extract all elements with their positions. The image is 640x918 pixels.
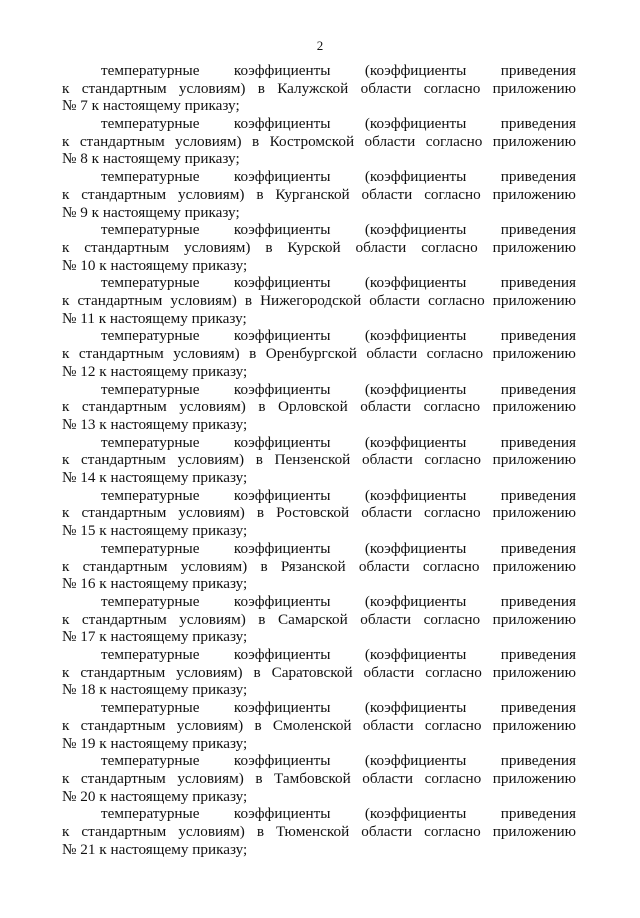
paragraph-line-1	[62, 327, 576, 345]
word: к	[62, 345, 70, 363]
word: стандартным	[81, 185, 167, 203]
word: приложению	[492, 79, 576, 97]
word: (коэффициенты	[364, 592, 467, 610]
word: (коэффициенты	[364, 115, 467, 133]
word: стандартным	[80, 716, 166, 734]
word: Орловской	[278, 398, 348, 416]
paragraph-line-1	[62, 381, 576, 399]
word: стандартным	[81, 823, 167, 840]
paragraph	[62, 646, 576, 699]
word: в	[257, 79, 265, 97]
word: (коэффициенты	[364, 327, 467, 345]
paragraph-line-1	[62, 62, 576, 80]
word: условиям)	[179, 398, 246, 416]
word: (коэффициенты	[364, 752, 467, 770]
word: приложению	[492, 132, 576, 150]
word: коэффициенты	[233, 115, 331, 133]
word: согласно	[425, 663, 482, 681]
word: к	[62, 557, 70, 575]
paragraph-line-3: № 16 к настоящему приказу;	[62, 575, 248, 593]
word: Смоленской	[272, 716, 352, 734]
word: приложению	[492, 345, 576, 363]
word: к	[62, 238, 70, 256]
paragraph	[62, 540, 576, 593]
paragraph-line-1	[62, 221, 576, 239]
word: (коэффициенты	[364, 433, 467, 451]
paragraph-line-2	[62, 664, 576, 682]
word: температурные	[101, 646, 200, 664]
word: в	[253, 663, 261, 681]
word: (коэффициенты	[364, 62, 467, 79]
word: температурные	[101, 699, 200, 717]
word: коэффициенты	[233, 486, 331, 504]
paragraph-line-3: № 20 к настоящему приказу;	[62, 787, 248, 805]
word: коэффициенты	[233, 62, 331, 79]
word: согласно	[426, 345, 484, 363]
word: коэффициенты	[233, 433, 331, 451]
paragraph-line-1	[62, 540, 576, 558]
word: условиям)	[177, 769, 244, 787]
word: стандартным	[84, 238, 170, 256]
word: согласно	[421, 238, 478, 256]
paragraph	[62, 699, 576, 752]
word: в	[258, 610, 266, 628]
paragraph-line-3: № 7 к настоящему приказу;	[62, 97, 240, 115]
word: области	[366, 345, 418, 363]
word: согласно	[424, 769, 482, 787]
word: температурные	[101, 433, 200, 451]
word: (коэффициенты	[364, 699, 467, 717]
word: Тамбовской	[274, 769, 351, 787]
paragraph-line-1	[62, 593, 576, 611]
paragraph-line-1	[62, 646, 576, 664]
word: (коэффициенты	[364, 380, 467, 398]
paragraph	[62, 805, 576, 858]
word: согласно	[422, 557, 480, 575]
word: к	[62, 769, 70, 787]
word: согласно	[423, 398, 481, 416]
word: коэффициенты	[233, 274, 331, 292]
word: температурные	[101, 274, 200, 292]
word: температурные	[101, 539, 200, 557]
paragraph-line-2	[62, 558, 576, 576]
word: температурные	[101, 62, 200, 79]
paragraph-line-2	[62, 451, 576, 469]
word: приложению	[492, 398, 576, 416]
word: к	[62, 185, 70, 203]
word: приведения	[500, 327, 576, 345]
word: стандартным	[82, 557, 168, 575]
word: к	[62, 610, 70, 628]
word: области	[364, 132, 416, 150]
document-body	[62, 62, 576, 858]
paragraph-line-3: № 21 к настоящему приказу;	[62, 840, 248, 858]
word: к	[62, 663, 70, 681]
word: Оренбургской	[265, 345, 357, 363]
word: приведения	[500, 486, 576, 504]
word: приложению	[492, 238, 576, 256]
word: Саратовской	[271, 663, 353, 681]
paragraph-line-2	[62, 292, 576, 310]
paragraph-line-3: № 11 к настоящему приказу;	[62, 309, 247, 327]
paragraph-line-3: № 19 к настоящему приказу;	[62, 734, 248, 752]
word: в	[256, 185, 264, 203]
word: стандартным	[78, 345, 164, 363]
word: коэффициенты	[233, 805, 331, 823]
paragraph	[62, 327, 576, 380]
word: согласно	[423, 610, 481, 628]
word: коэффициенты	[233, 539, 331, 557]
word: условиям)	[184, 238, 251, 256]
word: (коэффициенты	[364, 539, 467, 557]
paragraph-line-1	[62, 752, 576, 770]
word: в	[255, 451, 263, 469]
word: приведения	[500, 646, 576, 664]
word: согласно	[428, 292, 485, 310]
word: стандартным	[77, 292, 163, 310]
paragraph-line-3: № 8 к настоящему приказу;	[62, 150, 240, 168]
word: в	[256, 504, 265, 522]
word: к	[62, 716, 70, 734]
word: к	[62, 292, 70, 310]
paragraph-line-3: № 14 к настоящему приказу;	[62, 469, 248, 487]
word: приведения	[500, 752, 576, 770]
word: области	[360, 610, 412, 628]
paragraph	[62, 752, 576, 805]
word: коэффициенты	[233, 380, 331, 398]
word: приведения	[500, 592, 576, 610]
word: приложению	[492, 769, 576, 787]
word: температурные	[101, 752, 200, 770]
paragraph-line-2	[62, 504, 576, 522]
word: температурные	[101, 221, 200, 239]
word: приведения	[500, 699, 576, 717]
paragraph-line-3: № 18 к настоящему приказу;	[62, 681, 248, 699]
word: в	[249, 345, 257, 363]
page-number: 2	[316, 38, 324, 53]
paragraph-line-2	[62, 80, 576, 98]
word: в	[265, 238, 273, 256]
paragraph-line-2	[62, 823, 576, 841]
word: приложению	[492, 610, 576, 628]
word: условиям)	[177, 185, 245, 203]
paragraph-line-1	[62, 434, 576, 452]
word: согласно	[423, 79, 481, 97]
word: условиям)	[176, 716, 244, 734]
word: приложению	[492, 451, 576, 469]
word: приведения	[500, 805, 576, 823]
word: условиям)	[170, 292, 237, 310]
word: стандартным	[81, 610, 167, 628]
word: условиям)	[176, 663, 243, 681]
paragraph	[62, 62, 576, 115]
word: приведения	[500, 221, 576, 239]
word: (коэффициенты	[364, 805, 467, 823]
paragraph	[62, 221, 576, 274]
word: согласно	[424, 716, 482, 734]
word: приложению	[492, 557, 576, 575]
word: в	[244, 292, 253, 310]
word: Ростовской	[276, 504, 350, 522]
paragraph	[62, 434, 576, 487]
word: области	[360, 79, 412, 97]
word: к	[62, 132, 70, 150]
word: температурные	[101, 805, 200, 823]
word: Тюменской	[276, 823, 350, 840]
word: области	[361, 504, 412, 522]
word: области	[360, 398, 412, 416]
word: температурные	[101, 168, 200, 186]
word: приложению	[492, 663, 576, 681]
word: (коэффициенты	[364, 646, 467, 664]
paragraph	[62, 168, 576, 221]
word: приведения	[500, 62, 576, 79]
word: (коэффициенты	[364, 168, 467, 186]
word: коэффициенты	[233, 168, 331, 186]
word: согласно	[424, 504, 481, 522]
paragraph-line-2	[62, 398, 576, 416]
word: условиям)	[178, 504, 245, 522]
word: приведения	[500, 115, 576, 133]
paragraph-line-1	[62, 805, 576, 823]
word: Самарской	[277, 610, 348, 628]
paragraph-line-2	[62, 345, 576, 363]
word: температурные	[101, 380, 200, 398]
paragraph	[62, 115, 576, 168]
word: в	[258, 398, 266, 416]
word: согласно	[424, 185, 481, 203]
word: условиям)	[178, 823, 245, 840]
word: условиям)	[175, 132, 242, 150]
word: Курганской	[275, 185, 350, 203]
word: стандартным	[81, 451, 166, 469]
paragraph	[62, 274, 576, 327]
word: (коэффициенты	[364, 221, 467, 239]
word: к	[62, 823, 70, 840]
word: температурные	[101, 115, 200, 133]
word: согласно	[425, 132, 483, 150]
paragraph-line-2	[62, 186, 576, 204]
paragraph-line-2	[62, 717, 576, 735]
word: приложению	[492, 292, 576, 310]
word: в	[255, 769, 263, 787]
word: к	[62, 79, 70, 97]
word: области	[355, 238, 407, 256]
paragraph-line-2	[62, 611, 576, 629]
word: условиям)	[178, 79, 246, 97]
word: стандартным	[81, 504, 167, 522]
paragraph	[62, 593, 576, 646]
word: Пензенской	[274, 451, 351, 469]
word: области	[362, 769, 414, 787]
paragraph	[62, 487, 576, 540]
word: согласно	[424, 823, 481, 840]
word: коэффициенты	[233, 646, 331, 664]
word: условиям)	[173, 345, 240, 363]
word: температурные	[101, 327, 200, 345]
word: температурные	[101, 592, 200, 610]
word: Рязанской	[280, 557, 346, 575]
word: Калужской	[277, 79, 349, 97]
word: приведения	[500, 168, 576, 186]
word: условиям)	[177, 451, 245, 469]
paragraph-line-2	[62, 133, 576, 151]
word: Курской	[287, 238, 341, 256]
paragraph-line-3: № 10 к настоящему приказу;	[62, 256, 248, 274]
word: температурные	[101, 486, 200, 504]
word: области	[362, 716, 414, 734]
word: (коэффициенты	[364, 274, 467, 292]
word: приведения	[500, 380, 576, 398]
paragraph-line-2	[62, 239, 576, 257]
paragraph-line-3: № 9 к настоящему приказу;	[62, 203, 240, 221]
word: в	[254, 716, 262, 734]
word: области	[363, 663, 415, 681]
paragraph-line-3: № 15 к настоящему приказу;	[62, 522, 248, 540]
word: приведения	[500, 433, 576, 451]
word: к	[62, 398, 70, 416]
word: приложению	[492, 504, 576, 522]
word: приложению	[492, 185, 576, 203]
word: коэффициенты	[233, 592, 331, 610]
word: стандартным	[80, 663, 166, 681]
word: коэффициенты	[233, 752, 331, 770]
word: стандартным	[80, 769, 166, 787]
word: к	[62, 504, 70, 522]
word: в	[252, 132, 260, 150]
paragraph-line-1	[62, 168, 576, 186]
word: коэффициенты	[233, 327, 331, 345]
paragraph-line-1	[62, 699, 576, 717]
word: условиям)	[179, 610, 246, 628]
word: условиям)	[180, 557, 248, 575]
word: стандартным	[81, 398, 167, 416]
word: области	[361, 823, 413, 840]
word: приведения	[500, 539, 576, 557]
paragraph-line-2	[62, 770, 576, 788]
word: в	[256, 823, 264, 840]
word: приложению	[492, 716, 576, 734]
word: области	[369, 292, 421, 310]
word: приведения	[500, 274, 576, 292]
word: стандартным	[81, 79, 167, 97]
word: в	[260, 557, 268, 575]
paragraph-line-1	[62, 487, 576, 505]
paragraph-line-3: № 12 к настоящему приказу;	[62, 362, 248, 380]
paragraph-line-3: № 17 к настоящему приказу;	[62, 628, 248, 646]
word: к	[62, 451, 70, 469]
word: коэффициенты	[233, 699, 331, 717]
word: приложению	[492, 823, 576, 840]
word: области	[358, 557, 410, 575]
word: согласно	[424, 451, 481, 469]
word: стандартным	[79, 132, 165, 150]
word: Нижегородской	[260, 292, 362, 310]
word: Костромской	[269, 132, 355, 150]
paragraph-line-1	[62, 115, 576, 133]
word: (коэффициенты	[364, 486, 467, 504]
word: области	[361, 185, 413, 203]
paragraph-line-1	[62, 274, 576, 292]
word: коэффициенты	[233, 221, 331, 239]
paragraph	[62, 381, 576, 434]
word: области	[361, 451, 413, 469]
paragraph-line-3: № 13 к настоящему приказу;	[62, 415, 248, 433]
